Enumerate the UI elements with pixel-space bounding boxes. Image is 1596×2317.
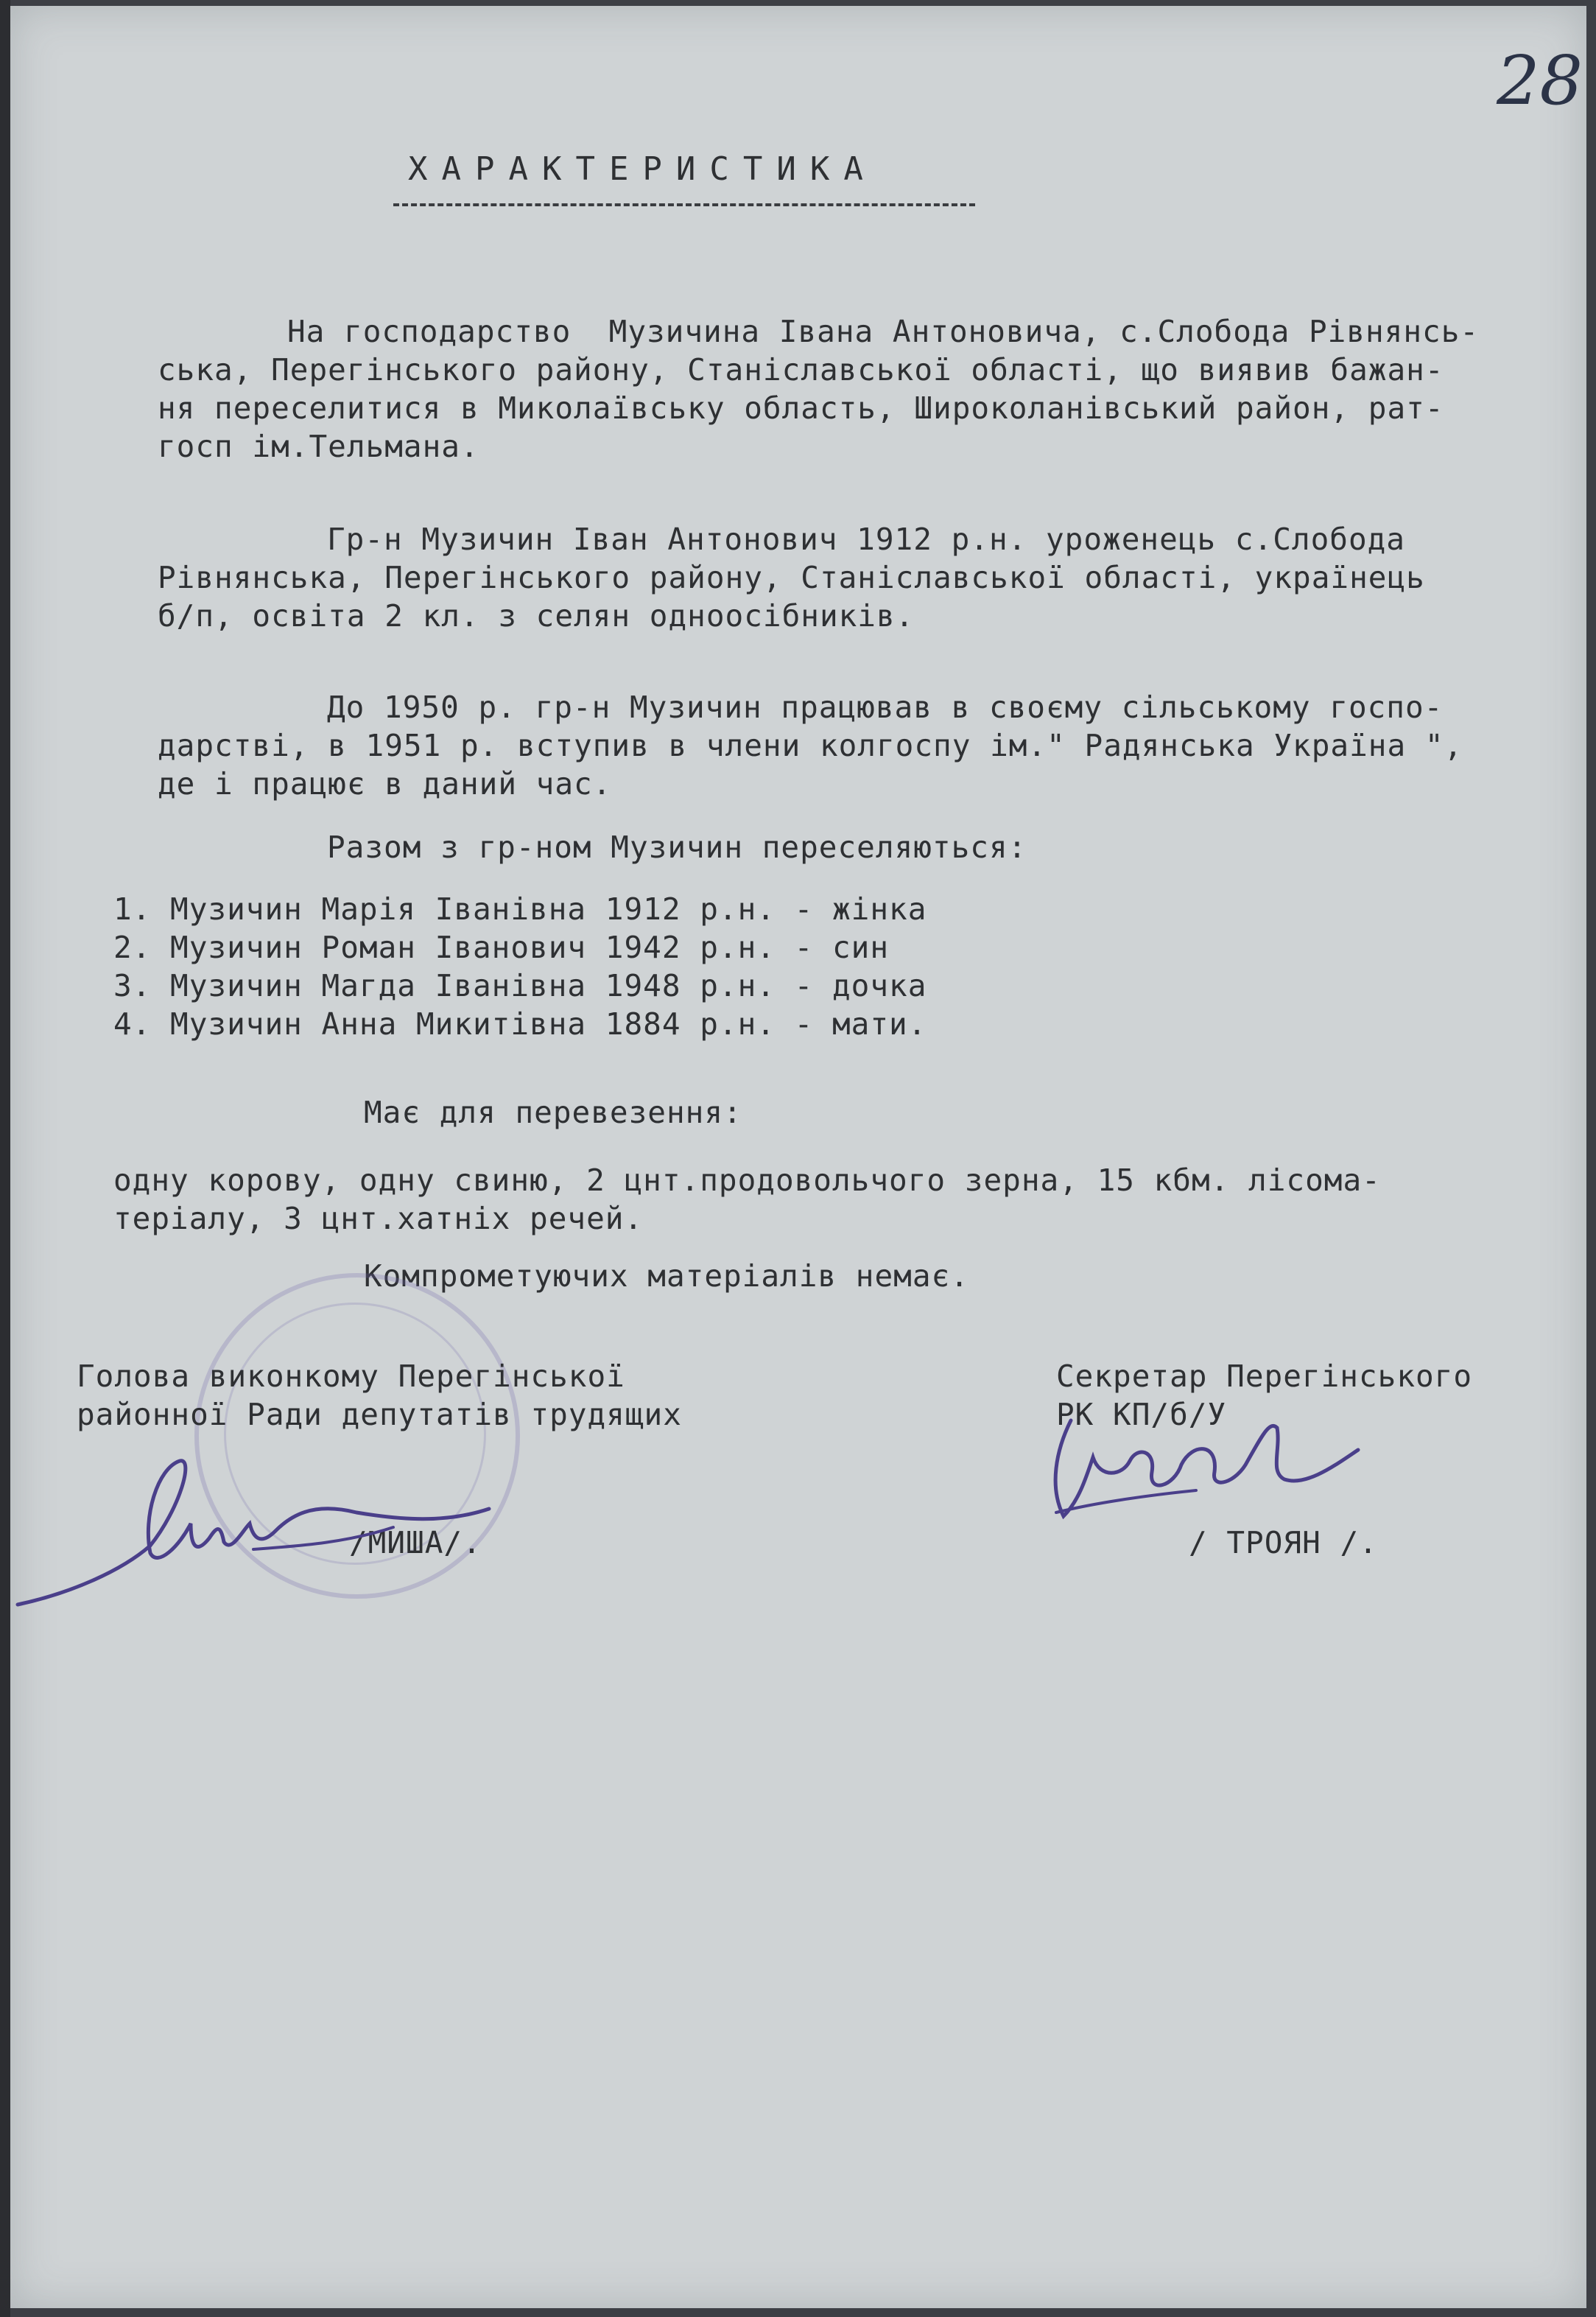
title-underline <box>393 203 975 206</box>
intro-line: ня переселитися в Миколаївську область, Широколанівський район, рат- <box>158 390 1444 426</box>
family-item: 3. Музичин Магда Іванівна 1948 р.н. - дочка <box>113 968 927 1003</box>
transport-line: теріалу, 3 цнт.хатніх речей. <box>113 1201 644 1236</box>
left-signatory-name: /МИША/. <box>349 1525 482 1560</box>
scan-edge <box>0 0 10 2317</box>
work-line: До 1950 р. гр-н Музичин працював в своєму сільському госпо- <box>327 690 1444 725</box>
family-item: 4. Музичин Анна Микитівна 1884 р.н. - мати. <box>113 1006 927 1042</box>
left-signature <box>10 1435 541 1627</box>
bio-line: Гр-н Музичин Іван Антонович 1912 р.н. уроженець с.Слобода <box>327 522 1405 557</box>
left-signatory-line: районної Ради депутатів трудящих <box>77 1397 682 1432</box>
bio-line: Рівнянська, Перегінського району, Станіславської області, українець <box>158 560 1425 595</box>
right-signatory-name: / ТРОЯН /. <box>1189 1525 1378 1560</box>
right-signature <box>1027 1391 1424 1538</box>
family-intro: Разом з гр-ном Музичин переселяються: <box>327 830 1027 865</box>
family-item: 2. Музичин Роман Іванович 1942 р.н. - син <box>113 930 890 965</box>
compromising-note: Компрометуючих матеріалів немає. <box>364 1258 969 1294</box>
left-signatory-line: Голова виконкому Перегінської <box>77 1359 625 1394</box>
right-signatory-line: Секретар Перегінського <box>1056 1359 1473 1394</box>
intro-line: госп ім.Тельмана. <box>158 429 479 464</box>
family-item: 1. Музичин Марія Іванівна 1912 р.н. - жінка <box>113 891 927 927</box>
work-line: дарстві, в 1951 р. вступив в члени колгоспу ім." Радянська Україна ", <box>158 728 1463 763</box>
bio-line: б/п, освіта 2 кл. з селян одноосібників. <box>158 598 915 634</box>
right-signatory-line: РК КП/б/У <box>1056 1397 1227 1432</box>
transport-intro: Має для перевезення: <box>364 1095 742 1130</box>
intro-line: ська, Перегінського району, Станіславської області, що виявив бажан- <box>158 352 1444 388</box>
transport-line: одну корову, одну свиню, 2 цнт.продовольчого зерна, 15 кбм. лісома- <box>113 1163 1381 1198</box>
work-line: де і працює в даний час. <box>158 766 612 802</box>
intro-line: На господарство Музичина Івана Антоновича, с.Слобода Рівнянсь- <box>287 314 1480 349</box>
page-number: 28 <box>1497 41 1583 120</box>
document-title: ХАРАКТЕРИСТИКА <box>408 150 877 188</box>
document-page <box>10 6 1586 2308</box>
